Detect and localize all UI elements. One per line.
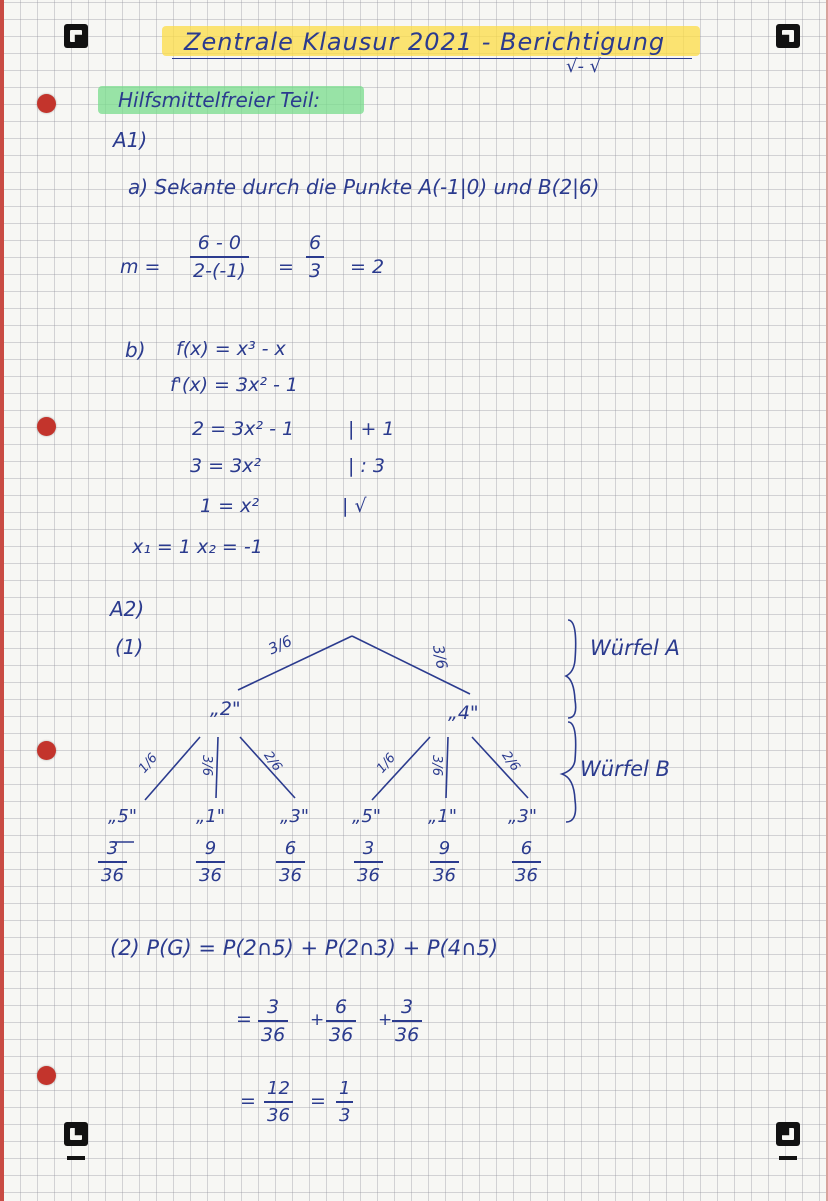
slope-result: = 2 (350, 256, 385, 278)
a2-part1-label: (1) (115, 635, 144, 659)
tree-node: „2" (210, 698, 241, 720)
leaf-probability (196, 838, 225, 886)
equation-op: | : 3 (348, 455, 385, 477)
sum-term (392, 996, 422, 1046)
leaf-num: 9 (204, 838, 217, 859)
leaf-probability (512, 838, 541, 886)
brace-dice-a (566, 620, 576, 718)
branch-prob: 1/6 (135, 750, 161, 777)
sum-term (326, 996, 356, 1046)
plus-sign: + (310, 1010, 325, 1030)
equals-sign: = (310, 1090, 326, 1112)
leaf-den: 36 (98, 861, 127, 886)
a1-label: A1) (113, 128, 148, 152)
final-den: 3 (336, 1101, 353, 1126)
sum-term (258, 996, 288, 1046)
result-den: 36 (264, 1101, 293, 1126)
equation-op: | √ (342, 495, 367, 517)
leaf-num: 6 (520, 838, 533, 859)
equation-line: 2 = 3x² - 1 (192, 418, 295, 440)
slope-label: m = (120, 256, 161, 278)
equals-sign: = (236, 1008, 252, 1030)
derivative-line: f'(x) = 3x² - 1 (170, 374, 298, 396)
leaf-den: 36 (430, 861, 459, 886)
sum-num: 6 (335, 996, 348, 1018)
plus-sign: + (378, 1010, 393, 1030)
equals-sign: = (240, 1090, 256, 1112)
branch-prob: 2/6 (260, 748, 285, 775)
leaf-probability (98, 838, 127, 886)
branch-prob: 3/6 (429, 643, 452, 671)
slope-numerator: 6 (309, 232, 322, 254)
dice-b-label: Würfel B (580, 757, 670, 781)
a1-a-text: a) Sekante durch die Punkte A(-1|0) und B(2|6) (128, 175, 600, 199)
leaf-den: 36 (276, 861, 305, 886)
a2-label: A2) (110, 597, 145, 621)
leaf-probability (276, 838, 305, 886)
equals-sign: = (278, 256, 294, 278)
section-label: Hilfsmittelfreier Teil: (118, 88, 321, 112)
leaf-node: „1" (428, 806, 458, 827)
leaf-probability (354, 838, 383, 886)
leaf-den: 36 (354, 861, 383, 886)
result-num: 12 (267, 1078, 290, 1099)
leaf-num: 9 (438, 838, 451, 859)
tree-branch (238, 636, 352, 690)
tree-branch (352, 636, 470, 694)
branch-prob: 3/6 (265, 631, 295, 659)
tree-branch (216, 737, 218, 798)
dice-a-label: Würfel A (590, 636, 680, 660)
tree-node: „4" (448, 702, 479, 724)
sum-num: 3 (401, 996, 414, 1018)
sum-den: 36 (392, 1020, 422, 1046)
branch-prob: 3/6 (428, 755, 444, 776)
slope-numerator: 6 - 0 (197, 232, 241, 254)
final-num: 1 (339, 1078, 351, 1099)
leaf-num: 3 (106, 838, 119, 859)
brace-dice-b (562, 722, 576, 822)
equation-line: 3 = 3x² (190, 455, 262, 477)
a1-b-label: b) (125, 338, 146, 362)
sum-num: 3 (267, 996, 280, 1018)
equation-line: 1 = x² (200, 495, 259, 517)
leaf-probability (430, 838, 459, 886)
slope-denominator: 3 (306, 256, 324, 282)
branch-prob: 1/6 (373, 750, 399, 777)
leaf-node: „5" (352, 806, 382, 827)
header-check-mark: √- √ (566, 56, 602, 77)
function-line: f(x) = x³ - x (176, 338, 286, 360)
tree-branch (446, 737, 448, 798)
leaf-node: „3" (280, 806, 310, 827)
leaf-den: 36 (196, 861, 225, 886)
leaf-node: „3" (508, 806, 538, 827)
leaf-num: 6 (284, 838, 297, 859)
leaf-node: „5" (108, 806, 138, 827)
sum-den: 36 (326, 1020, 356, 1046)
final-fraction (336, 1078, 353, 1126)
leaf-num: 3 (362, 838, 375, 859)
sum-den: 36 (258, 1020, 288, 1046)
header-title: Zentrale Klausur 2021 - Berichtigung (184, 28, 666, 56)
branch-prob: 3/6 (198, 755, 214, 776)
equation-op: | + 1 (348, 418, 395, 440)
branch-prob: 2/6 (498, 748, 523, 775)
a2-part2-formula: (2) P(G) = P(2∩5) + P(2∩3) + P(4∩5) (110, 936, 499, 960)
result-fraction (264, 1078, 293, 1126)
leaf-node: „1" (196, 806, 226, 827)
leaf-den: 36 (512, 861, 541, 886)
slope-denominator: 2-(-1) (190, 256, 249, 282)
solution-line: x₁ = 1 x₂ = -1 (132, 536, 263, 558)
